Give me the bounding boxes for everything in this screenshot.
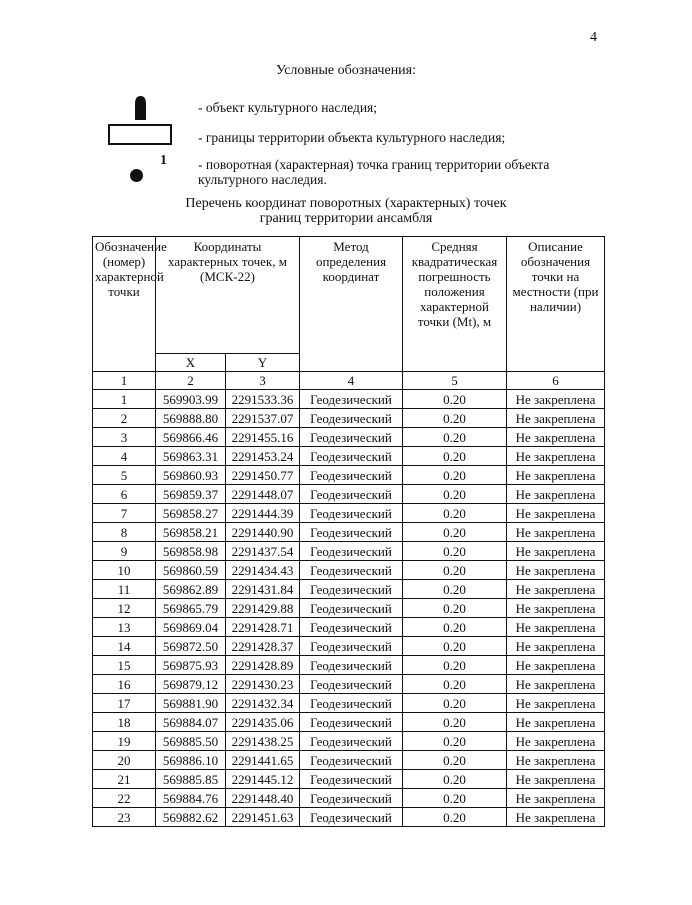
cell-method: Геодезический — [300, 542, 403, 561]
header-designation: Обозначение (номер) характерной точки — [93, 237, 156, 372]
monument-icon — [132, 95, 149, 120]
cell-description: Не закреплена — [507, 428, 605, 447]
cell-x: 569881.90 — [156, 694, 226, 713]
cell-error: 0.20 — [403, 751, 507, 770]
cell-point-number: 22 — [93, 789, 156, 808]
table-row — [93, 466, 605, 485]
cell-method: Геодезический — [300, 770, 403, 789]
header-x: X — [156, 354, 226, 372]
cell-description: Не закреплена — [507, 542, 605, 561]
legend-item-point-text-line1: - поворотная (характерная) точка границ территории объекта — [198, 157, 550, 172]
cell-method: Геодезический — [300, 466, 403, 485]
table-row — [93, 523, 605, 542]
cell-y: 2291537.07 — [226, 409, 300, 428]
cell-x: 569884.76 — [156, 789, 226, 808]
table-row — [93, 808, 605, 827]
cell-point-number: 2 — [93, 409, 156, 428]
cell-y: 2291438.25 — [226, 732, 300, 751]
cell-x: 569863.31 — [156, 447, 226, 466]
cell-method: Геодезический — [300, 808, 403, 827]
table-row — [93, 770, 605, 789]
cell-description: Не закреплена — [507, 789, 605, 808]
cell-point-number: 7 — [93, 504, 156, 523]
cell-error: 0.20 — [403, 808, 507, 827]
cell-error: 0.20 — [403, 428, 507, 447]
table-row — [93, 751, 605, 770]
cell-point-number: 23 — [93, 808, 156, 827]
cell-x: 569859.37 — [156, 485, 226, 504]
column-number: 6 — [507, 372, 605, 390]
cell-y: 2291441.65 — [226, 751, 300, 770]
cell-point-number: 6 — [93, 485, 156, 504]
cell-x: 569858.21 — [156, 523, 226, 542]
table-row — [93, 732, 605, 751]
cell-x: 569879.12 — [156, 675, 226, 694]
cell-method: Геодезический — [300, 637, 403, 656]
cell-point-number: 4 — [93, 447, 156, 466]
header-coordinates: Координаты характерных точек, м (МСК-22) — [156, 237, 300, 354]
cell-method: Геодезический — [300, 409, 403, 428]
cell-description: Не закреплена — [507, 504, 605, 523]
column-number: 5 — [403, 372, 507, 390]
table-row — [93, 656, 605, 675]
cell-error: 0.20 — [403, 504, 507, 523]
cell-method: Геодезический — [300, 390, 403, 409]
table-row — [93, 789, 605, 808]
cell-x: 569885.85 — [156, 770, 226, 789]
table-row — [93, 542, 605, 561]
cell-point-number: 5 — [93, 466, 156, 485]
cell-error: 0.20 — [403, 580, 507, 599]
cell-y: 2291428.89 — [226, 656, 300, 675]
table-row — [93, 390, 605, 409]
cell-x: 569872.50 — [156, 637, 226, 656]
cell-description: Не закреплена — [507, 599, 605, 618]
cell-error: 0.20 — [403, 770, 507, 789]
cell-x: 569866.46 — [156, 428, 226, 447]
cell-x: 569888.80 — [156, 409, 226, 428]
list-title-line1: Перечень координат поворотных (характерных) точек — [185, 196, 507, 211]
cell-point-number: 3 — [93, 428, 156, 447]
cell-point-number: 13 — [93, 618, 156, 637]
cell-x: 569860.93 — [156, 466, 226, 485]
list-title — [0, 196, 692, 226]
cell-method: Геодезический — [300, 447, 403, 466]
cell-error: 0.20 — [403, 561, 507, 580]
table-row — [93, 485, 605, 504]
cell-y: 2291428.37 — [226, 637, 300, 656]
cell-point-number: 11 — [93, 580, 156, 599]
cell-method: Геодезический — [300, 656, 403, 675]
cell-error: 0.20 — [403, 656, 507, 675]
cell-error: 0.20 — [403, 409, 507, 428]
cell-point-number: 18 — [93, 713, 156, 732]
cell-y: 2291440.90 — [226, 523, 300, 542]
cell-point-number: 19 — [93, 732, 156, 751]
cell-description: Не закреплена — [507, 637, 605, 656]
column-number: 4 — [300, 372, 403, 390]
cell-error: 0.20 — [403, 390, 507, 409]
cell-method: Геодезический — [300, 675, 403, 694]
cell-method: Геодезический — [300, 599, 403, 618]
cell-error: 0.20 — [403, 542, 507, 561]
cell-method: Геодезический — [300, 485, 403, 504]
cell-error: 0.20 — [403, 675, 507, 694]
cell-x: 569869.04 — [156, 618, 226, 637]
cell-y: 2291450.77 — [226, 466, 300, 485]
cell-x: 569860.59 — [156, 561, 226, 580]
cell-error: 0.20 — [403, 523, 507, 542]
cell-method: Геодезический — [300, 504, 403, 523]
cell-x: 569865.79 — [156, 599, 226, 618]
legend-item-boundary-text: - границы территории объекта культурного наследия; — [198, 130, 506, 145]
table-row — [93, 561, 605, 580]
cell-description: Не закреплена — [507, 409, 605, 428]
legend-title: Условные обозначения: — [275, 63, 417, 78]
table-row — [93, 447, 605, 466]
list-title-line2: границ территории ансамбля — [259, 211, 433, 226]
coordinates-table — [92, 236, 605, 827]
cell-y: 2291448.07 — [226, 485, 300, 504]
cell-y: 2291451.63 — [226, 808, 300, 827]
cell-description: Не закреплена — [507, 675, 605, 694]
cell-method: Геодезический — [300, 580, 403, 599]
header-y: Y — [226, 354, 300, 372]
point-icon — [130, 169, 143, 182]
table-row — [93, 599, 605, 618]
table-row — [93, 675, 605, 694]
table-row — [93, 694, 605, 713]
cell-y: 2291455.16 — [226, 428, 300, 447]
cell-y: 2291431.84 — [226, 580, 300, 599]
legend-item-point-text-line2: культурного наследия. — [198, 172, 327, 187]
cell-error: 0.20 — [403, 447, 507, 466]
cell-point-number: 10 — [93, 561, 156, 580]
cell-point-number: 9 — [93, 542, 156, 561]
cell-description: Не закреплена — [507, 751, 605, 770]
header-method: Метод определения координат — [300, 237, 403, 372]
column-number: 1 — [93, 372, 156, 390]
cell-x: 569858.98 — [156, 542, 226, 561]
cell-description: Не закреплена — [507, 770, 605, 789]
cell-x: 569862.89 — [156, 580, 226, 599]
cell-y: 2291434.43 — [226, 561, 300, 580]
cell-description: Не закреплена — [507, 656, 605, 675]
cell-y: 2291445.12 — [226, 770, 300, 789]
cell-method: Геодезический — [300, 751, 403, 770]
cell-point-number: 12 — [93, 599, 156, 618]
cell-method: Геодезический — [300, 523, 403, 542]
cell-description: Не закреплена — [507, 561, 605, 580]
table-body — [93, 390, 605, 827]
cell-y: 2291432.34 — [226, 694, 300, 713]
cell-method: Геодезический — [300, 618, 403, 637]
cell-method: Геодезический — [300, 694, 403, 713]
cell-method: Геодезический — [300, 713, 403, 732]
cell-error: 0.20 — [403, 618, 507, 637]
cell-method: Геодезический — [300, 428, 403, 447]
boundary-rectangle-icon — [108, 124, 172, 145]
cell-y: 2291430.23 — [226, 675, 300, 694]
cell-y: 2291428.71 — [226, 618, 300, 637]
cell-description: Не закреплена — [507, 485, 605, 504]
cell-description: Не закреплена — [507, 523, 605, 542]
table-row — [93, 428, 605, 447]
cell-description: Не закреплена — [507, 390, 605, 409]
cell-y: 2291533.36 — [226, 390, 300, 409]
cell-description: Не закреплена — [507, 694, 605, 713]
cell-method: Геодезический — [300, 732, 403, 751]
cell-y: 2291437.54 — [226, 542, 300, 561]
cell-x: 569858.27 — [156, 504, 226, 523]
cell-error: 0.20 — [403, 485, 507, 504]
cell-error: 0.20 — [403, 599, 507, 618]
cell-point-number: 17 — [93, 694, 156, 713]
cell-point-number: 14 — [93, 637, 156, 656]
header-error: Средняя квадратическая погрешность положения характерной точки (Mt), м — [403, 237, 507, 372]
cell-description: Не закреплена — [507, 713, 605, 732]
cell-x: 569884.07 — [156, 713, 226, 732]
cell-error: 0.20 — [403, 637, 507, 656]
table-row — [93, 504, 605, 523]
cell-method: Геодезический — [300, 561, 403, 580]
cell-error: 0.20 — [403, 789, 507, 808]
cell-x: 569903.99 — [156, 390, 226, 409]
cell-x: 569882.62 — [156, 808, 226, 827]
cell-error: 0.20 — [403, 732, 507, 751]
cell-y: 2291444.39 — [226, 504, 300, 523]
cell-point-number: 21 — [93, 770, 156, 789]
header-description: Описание обозначения точки на местности (при наличии) — [507, 237, 605, 372]
table-row — [93, 580, 605, 599]
cell-description: Не закреплена — [507, 580, 605, 599]
cell-point-number: 20 — [93, 751, 156, 770]
cell-x: 569885.50 — [156, 732, 226, 751]
cell-method: Геодезический — [300, 789, 403, 808]
cell-description: Не закреплена — [507, 447, 605, 466]
cell-description: Не закреплена — [507, 466, 605, 485]
cell-y: 2291448.40 — [226, 789, 300, 808]
cell-description: Не закреплена — [507, 808, 605, 827]
cell-point-number: 1 — [93, 390, 156, 409]
cell-y: 2291453.24 — [226, 447, 300, 466]
cell-x: 569886.10 — [156, 751, 226, 770]
page-number: 4 — [590, 30, 597, 45]
table-row — [93, 637, 605, 656]
column-number: 2 — [156, 372, 226, 390]
cell-point-number: 8 — [93, 523, 156, 542]
table-row — [93, 409, 605, 428]
cell-error: 0.20 — [403, 713, 507, 732]
column-number: 3 — [226, 372, 300, 390]
cell-y: 2291429.88 — [226, 599, 300, 618]
cell-x: 569875.93 — [156, 656, 226, 675]
cell-error: 0.20 — [403, 694, 507, 713]
cell-y: 2291435.06 — [226, 713, 300, 732]
legend-item-monument-text: - объект культурного наследия; — [198, 100, 378, 115]
table-row — [93, 618, 605, 637]
table-row — [93, 713, 605, 732]
cell-point-number: 16 — [93, 675, 156, 694]
cell-description: Не закреплена — [507, 732, 605, 751]
cell-description: Не закреплена — [507, 618, 605, 637]
cell-error: 0.20 — [403, 466, 507, 485]
cell-point-number: 15 — [93, 656, 156, 675]
point-number-marker: 1 — [160, 153, 167, 168]
